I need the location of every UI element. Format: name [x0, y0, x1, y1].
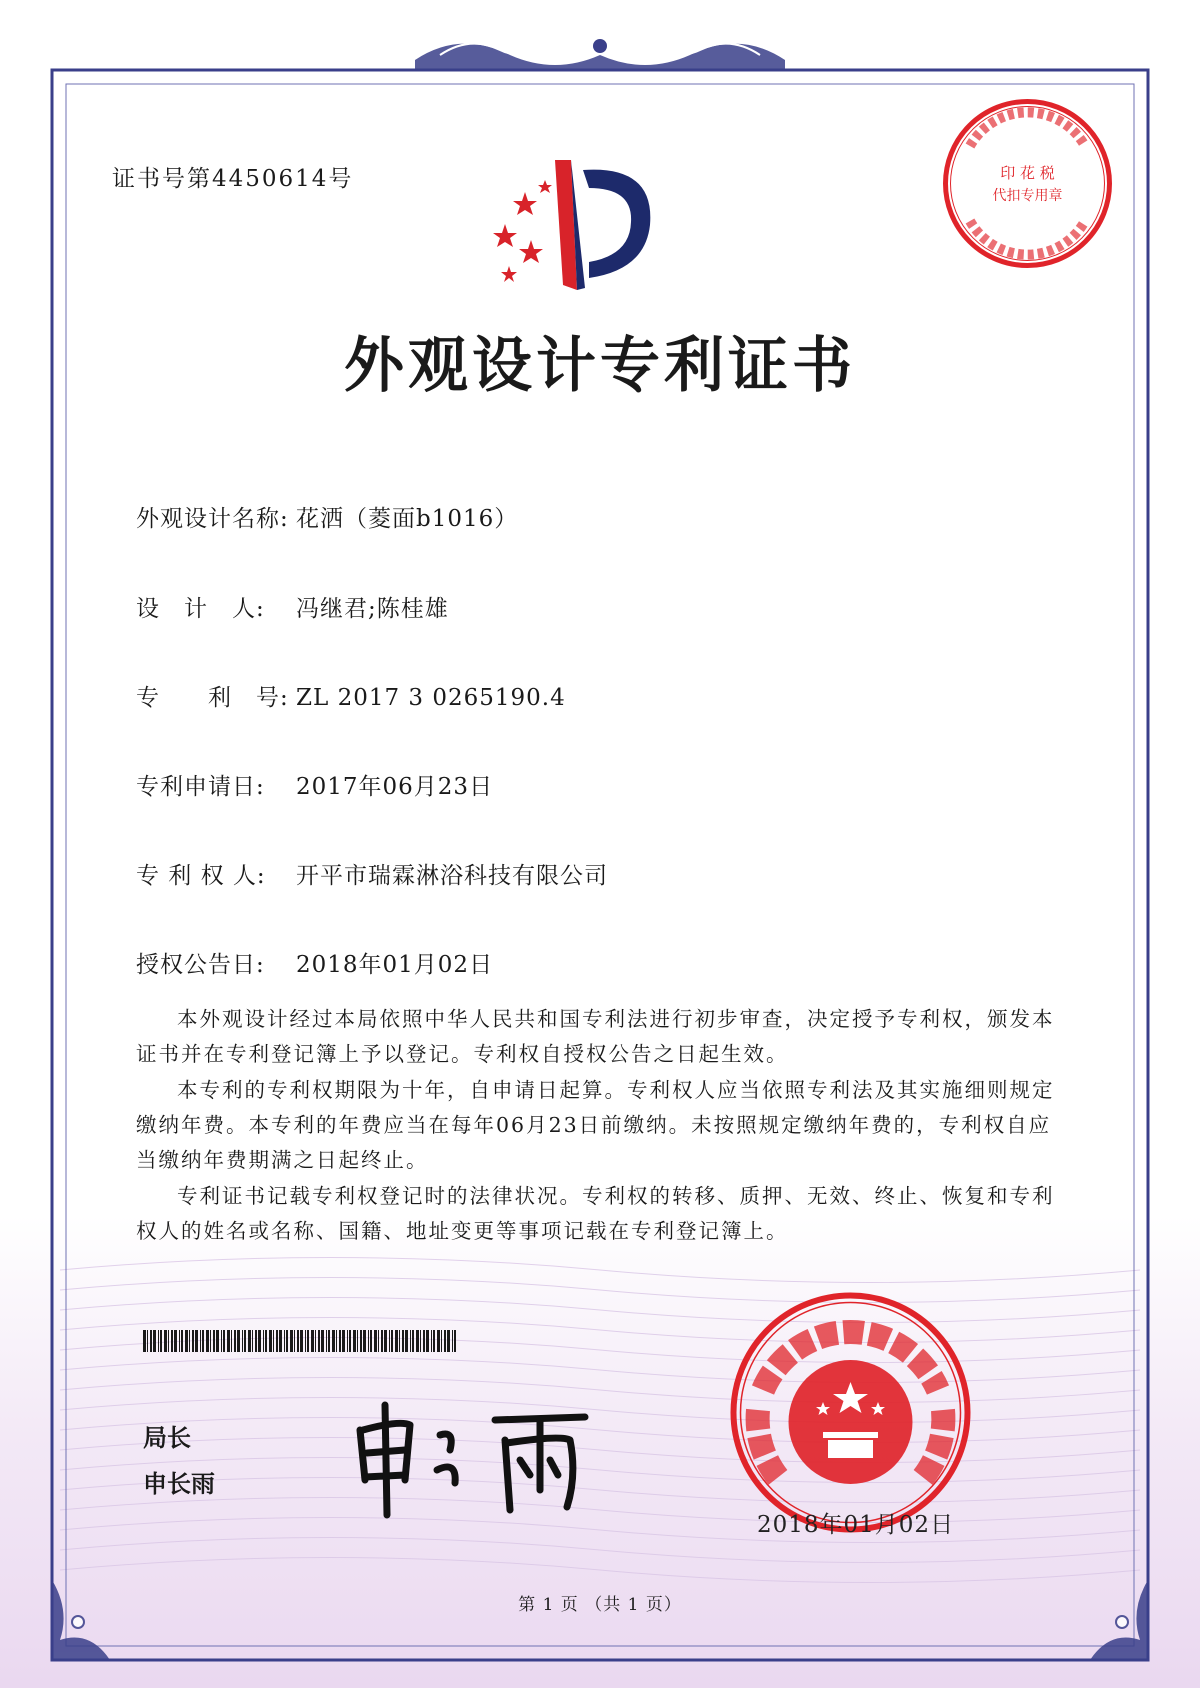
barcode-bar	[263, 1330, 264, 1352]
barcode-bar	[381, 1330, 383, 1352]
field-value: 花洒（菱面b1016）	[296, 506, 519, 532]
barcode-bar	[300, 1330, 303, 1352]
barcode-bar	[221, 1330, 222, 1352]
field-label: 授权公告日:	[136, 952, 265, 978]
field-label: 专 利 号:	[136, 685, 289, 711]
barcode-bar	[353, 1330, 356, 1352]
barcode-bar	[158, 1330, 159, 1352]
field-label: 外观设计名称:	[136, 506, 289, 532]
certificate-title: 外观设计专利证书	[344, 331, 856, 401]
field-value: 开平市瑞霖淋浴科技有限公司	[296, 863, 608, 889]
barcode-bar	[433, 1330, 435, 1352]
barcode-bar	[242, 1330, 243, 1352]
barcode-bar	[195, 1330, 198, 1352]
barcode-bar	[189, 1330, 190, 1352]
barcode-bar	[294, 1330, 295, 1352]
barcode-bar	[405, 1330, 408, 1352]
barcode-bar	[286, 1330, 288, 1352]
barcode-bar	[423, 1330, 425, 1352]
field-value: ZL 2017 3 0265190.4	[296, 685, 566, 711]
field-label: 专利申请日:	[136, 774, 265, 800]
barcode-bar	[389, 1330, 390, 1352]
barcode-bar	[384, 1330, 387, 1352]
national-ip-office-seal	[728, 1290, 973, 1535]
barcode-bar	[357, 1330, 358, 1352]
barcode-bar	[248, 1330, 251, 1352]
barcode-bar	[223, 1330, 225, 1352]
barcode-bar	[431, 1330, 432, 1352]
svg-text:印 花 税: 印 花 税	[1000, 164, 1055, 182]
barcode-bar	[307, 1330, 309, 1352]
barcode-bar	[192, 1330, 194, 1352]
barcode-bar	[171, 1330, 173, 1352]
barcode-bar	[391, 1330, 393, 1352]
barcode-bar	[265, 1330, 267, 1352]
barcode-bar	[185, 1330, 188, 1352]
barcode-bar	[160, 1330, 162, 1352]
barcode-bar	[452, 1330, 453, 1352]
barcode-bar	[210, 1330, 211, 1352]
barcode-bar	[164, 1330, 167, 1352]
barcode-bar	[168, 1330, 169, 1352]
handwritten-signature	[345, 1395, 610, 1525]
barcode-bar	[378, 1330, 379, 1352]
barcode-bar	[244, 1330, 246, 1352]
certificate-body	[136, 1002, 1056, 1250]
field-value: 2018年01月02日	[296, 952, 494, 978]
barcode-bar	[255, 1330, 257, 1352]
barcode-bar	[441, 1330, 442, 1352]
barcode-bar	[328, 1330, 330, 1352]
barcode-bar	[153, 1330, 156, 1352]
barcode-bar	[447, 1330, 450, 1352]
barcode-bar	[444, 1330, 446, 1352]
barcode-bar	[420, 1330, 421, 1352]
field-grant-date	[136, 946, 493, 979]
seal-date: 2018年01月02日	[757, 1512, 955, 1538]
barcode-bar	[332, 1330, 335, 1352]
barcode-bar	[150, 1330, 152, 1352]
barcode-bar	[290, 1330, 293, 1352]
barcode-bar	[399, 1330, 400, 1352]
barcode-bar	[426, 1330, 429, 1352]
field-label: 专 利 权 人:	[136, 863, 266, 889]
barcode-bar	[305, 1330, 306, 1352]
barcode-bar	[179, 1330, 180, 1352]
barcode-bar	[410, 1330, 411, 1352]
field-filing-date	[136, 768, 493, 801]
body-paragraph: 本专利的专利权期限为十年，自申请日起算。专利权人应当依照专利法及其实施细则规定缴纳年费。本专利的年费应当在每年06月23日前缴纳。未按照规定缴纳年费的，专利权自应当缴纳年费期满之日起终止。	[136, 1078, 1055, 1172]
barcode-bar	[206, 1330, 209, 1352]
field-designer	[136, 590, 449, 623]
barcode-bar	[368, 1330, 369, 1352]
barcode-bar	[213, 1330, 215, 1352]
barcode-bar	[349, 1330, 351, 1352]
sipo-logo-icon	[485, 150, 695, 310]
page-number: 第 1 页 （共 1 页）	[518, 1595, 682, 1615]
barcode-bar	[297, 1330, 299, 1352]
barcode-bar	[279, 1330, 282, 1352]
barcode-bar	[416, 1330, 419, 1352]
barcode-bar	[370, 1330, 372, 1352]
signatory-name: 申长雨	[143, 1470, 215, 1498]
barcode-bar	[202, 1330, 204, 1352]
barcode-bar	[347, 1330, 348, 1352]
barcode-bar	[147, 1330, 148, 1352]
barcode	[143, 1330, 458, 1352]
field-design-name	[136, 500, 518, 533]
signatory-role: 局长	[143, 1424, 191, 1452]
barcode-bar	[360, 1330, 362, 1352]
barcode-bar	[276, 1330, 278, 1352]
barcode-bar	[336, 1330, 337, 1352]
field-patent-number	[136, 679, 566, 712]
barcode-bar	[326, 1330, 327, 1352]
barcode-bar	[231, 1330, 232, 1352]
certificate-number: 证书号第4450614号	[112, 166, 354, 192]
field-label: 设 计 人:	[136, 596, 265, 622]
barcode-bar	[273, 1330, 274, 1352]
tax-stamp-seal	[940, 96, 1115, 271]
barcode-bar	[321, 1330, 324, 1352]
svg-text:代扣专用章: 代扣专用章	[992, 188, 1063, 204]
barcode-bar	[374, 1330, 377, 1352]
barcode-bar	[174, 1330, 177, 1352]
barcode-bar	[342, 1330, 345, 1352]
barcode-bar	[412, 1330, 414, 1352]
barcode-bar	[269, 1330, 272, 1352]
barcode-bar	[227, 1330, 230, 1352]
barcode-bar	[318, 1330, 320, 1352]
barcode-bar	[237, 1330, 240, 1352]
barcode-bar	[216, 1330, 219, 1352]
barcode-bar	[284, 1330, 285, 1352]
barcode-bar	[234, 1330, 236, 1352]
barcode-bar	[143, 1330, 146, 1352]
body-paragraph: 专利证书记载专利权登记时的法律状况。专利权的转移、质押、无效、终止、恢复和专利权人的姓名或名称、国籍、地址变更等事项记载在专利登记簿上。	[136, 1184, 1055, 1243]
barcode-bar	[437, 1330, 440, 1352]
field-patentee	[136, 857, 608, 890]
field-value: 2017年06月23日	[296, 774, 494, 800]
barcode-bar	[395, 1330, 398, 1352]
barcode-bar	[454, 1330, 456, 1352]
barcode-bar	[402, 1330, 404, 1352]
barcode-bar	[339, 1330, 341, 1352]
barcode-bar	[258, 1330, 261, 1352]
barcode-bar	[311, 1330, 314, 1352]
barcode-bar	[315, 1330, 316, 1352]
field-value: 冯继君;陈桂雄	[296, 596, 449, 622]
barcode-bar	[181, 1330, 183, 1352]
barcode-bar	[200, 1330, 201, 1352]
barcode-bar	[363, 1330, 366, 1352]
body-paragraph: 本外观设计经过本局依照中华人民共和国专利法进行初步审查，决定授予专利权，颁发本证书并在专利登记簿上予以登记。专利权自授权公告之日起生效。	[136, 1007, 1055, 1066]
barcode-bar	[252, 1330, 253, 1352]
